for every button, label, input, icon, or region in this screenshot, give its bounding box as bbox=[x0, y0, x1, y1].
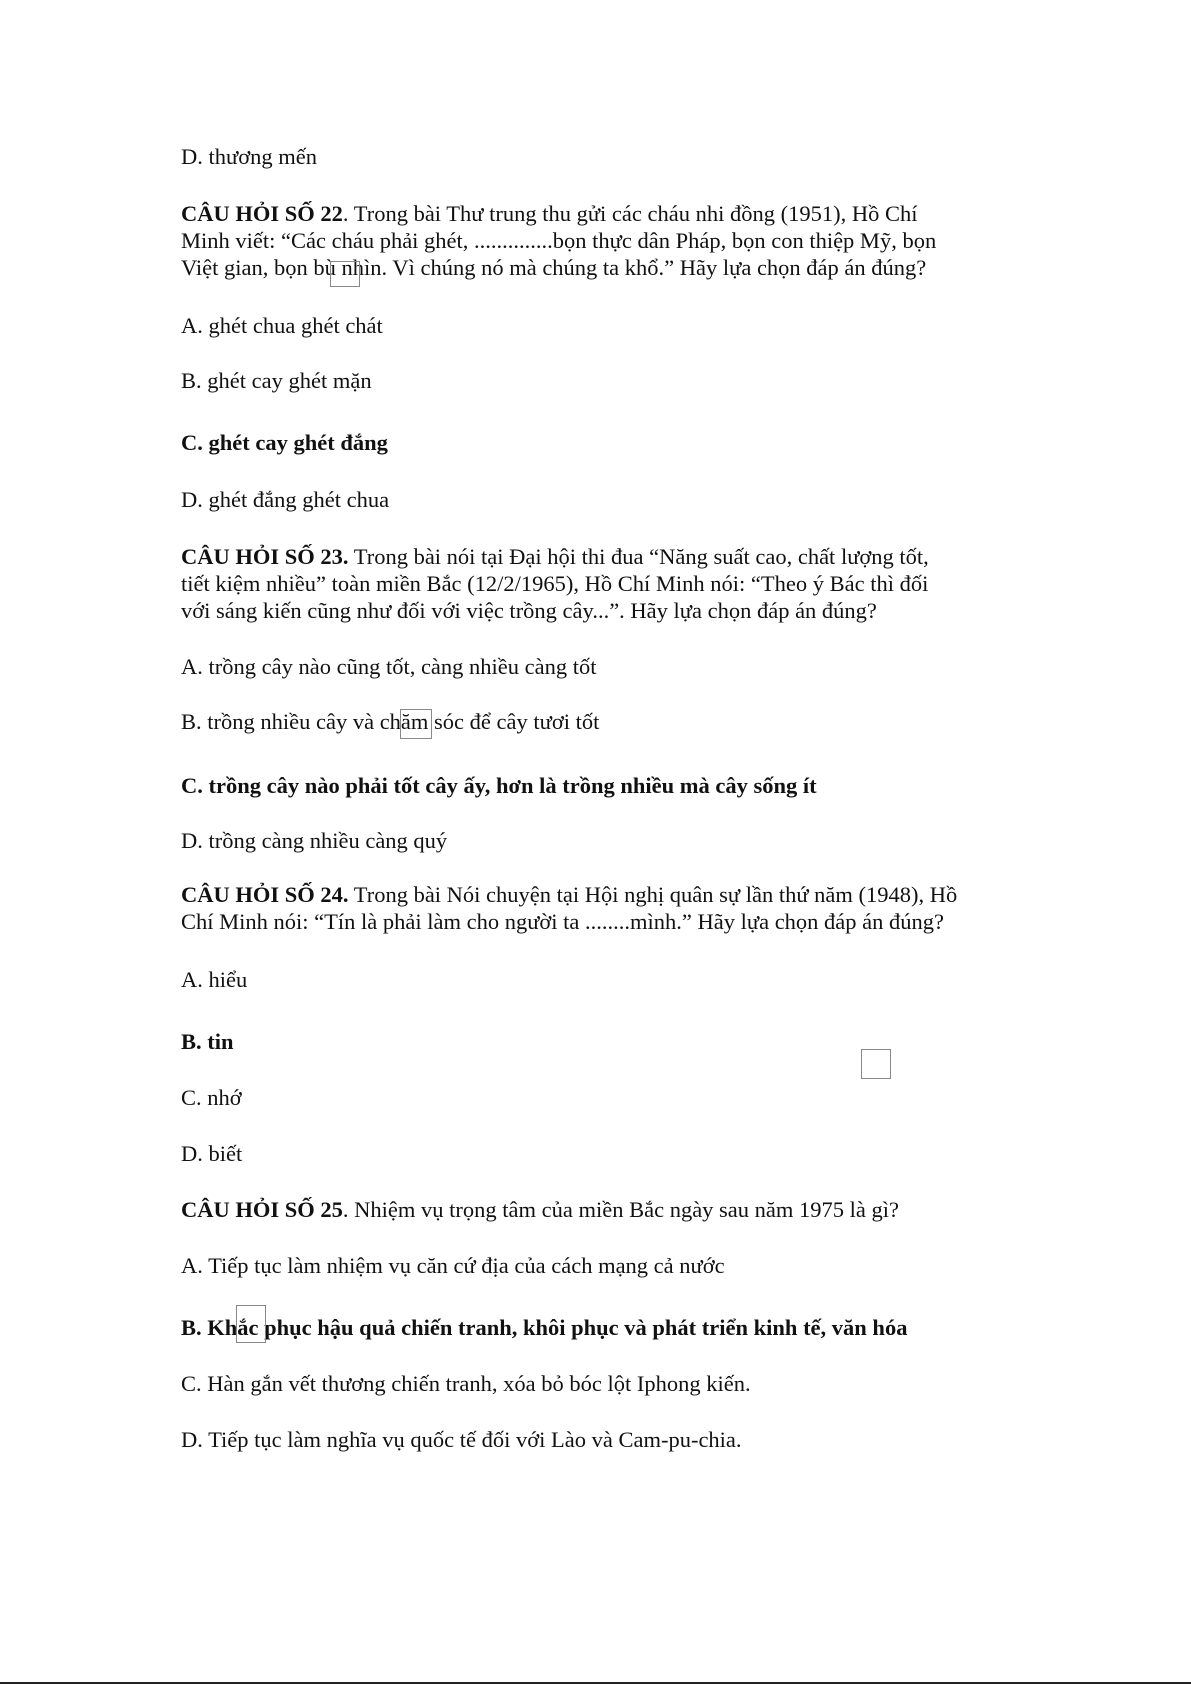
scan-artifact-box bbox=[400, 709, 432, 739]
q24-option-d: D. biết bbox=[181, 1141, 243, 1166]
question-22-text-line-1: . Trong bài Thư trung thu gửi các cháu nhi đồng (1951), Hồ Chí bbox=[342, 201, 918, 226]
q22-option-d: D. ghét đắng ghét chua bbox=[181, 487, 390, 512]
q22-option-b: B. ghét cay ghét mặn bbox=[181, 368, 372, 393]
q24-option-b-correct: B. tin bbox=[181, 1029, 234, 1054]
question-22-text-line-2: Minh viết: “Các cháu phải ghét, ..............bọn thực dân Pháp, bọn con thiệp Mỹ, bọn bbox=[181, 228, 937, 253]
q24-option-c: C. nhớ bbox=[181, 1085, 242, 1110]
question-22-text-line-3: Việt gian, bọn bù nhìn. Vì chúng nó mà chúng ta khổ.” Hãy lựa chọn đáp án đúng? bbox=[181, 255, 927, 280]
q23-option-d: D. trồng càng nhiều càng quý bbox=[181, 828, 448, 853]
q24-option-a: A. hiểu bbox=[181, 967, 248, 992]
q25-option-d: D. Tiếp tục làm nghĩa vụ quốc tế đối với Lào và Cam-pu-chia. bbox=[181, 1427, 742, 1452]
question-23-text-line-1: Trong bài nói tại Đại hội thi đua “Năng suất cao, chất lượng tốt, bbox=[348, 544, 929, 569]
question-22 bbox=[181, 200, 1021, 281]
q21-option-d: D. thương mến bbox=[181, 144, 317, 169]
q22-option-c-correct: C. ghét cay ghét đắng bbox=[181, 430, 388, 455]
question-22-label: CÂU HỎI SỐ 22 bbox=[181, 201, 343, 226]
q25-option-b-correct: B. Khắc phục hậu quả chiến tranh, khôi phục và phát triển kinh tế, văn hóa bbox=[181, 1315, 908, 1340]
question-23 bbox=[181, 543, 1021, 624]
q23-option-a: A. trồng cây nào cũng tốt, càng nhiều càng tốt bbox=[181, 654, 597, 679]
scan-artifact-box bbox=[330, 261, 360, 287]
question-24 bbox=[181, 881, 1021, 935]
question-24-text-line-2: Chí Minh nói: “Tín là phải làm cho người ta ........mình.” Hãy lựa chọn đáp án đúng? bbox=[181, 909, 945, 934]
q23-option-b: B. trồng nhiều cây và chăm sóc để cây tươi tốt bbox=[181, 709, 600, 734]
q25-option-c: C. Hàn gắn vết thương chiến tranh, xóa bỏ bóc lột Iphong kiến. bbox=[181, 1371, 751, 1396]
question-25 bbox=[181, 1196, 1021, 1223]
q23-option-c-correct: C. trồng cây nào phải tốt cây ấy, hơn là trồng nhiều mà cây sống ít bbox=[181, 773, 817, 798]
question-24-label: CÂU HỎI SỐ 24. bbox=[181, 882, 349, 907]
question-25-text-line-1: . Nhiệm vụ trọng tâm của miền Bắc ngày sau năm 1975 là gì? bbox=[342, 1197, 900, 1222]
question-25-label: CÂU HỎI SỐ 25 bbox=[181, 1197, 343, 1222]
question-24-text-line-1: Trong bài Nói chuyện tại Hội nghị quân sự lần thứ năm (1948), Hồ bbox=[348, 882, 958, 907]
q25-option-a: A. Tiếp tục làm nhiệm vụ căn cứ địa của cách mạng cả nước bbox=[181, 1253, 725, 1278]
question-23-text-line-3: với sáng kiến cũng như đối với việc trồng cây...”. Hãy lựa chọn đáp án đúng? bbox=[181, 598, 877, 623]
scan-artifact-box bbox=[236, 1305, 266, 1343]
question-23-text-line-2: tiết kiệm nhiều” toàn miền Bắc (12/2/1965), Hồ Chí Minh nói: “Theo ý Bác thì đối bbox=[181, 571, 929, 596]
empty-checkbox bbox=[861, 1049, 891, 1079]
page-bottom-edge bbox=[0, 1682, 1191, 1684]
q22-option-a: A. ghét chua ghét chát bbox=[181, 313, 383, 338]
question-23-label: CÂU HỎI SỐ 23. bbox=[181, 544, 349, 569]
